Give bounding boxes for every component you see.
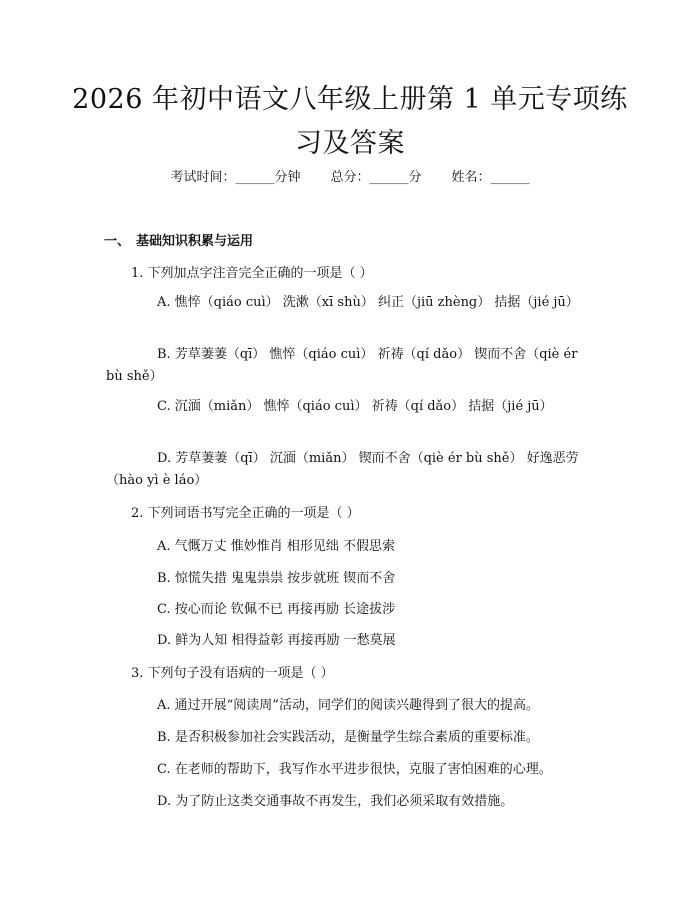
- question-option: B. 是否积极参加社会实践活动，是衡量学生综合素质的重要标准。: [157, 730, 539, 745]
- question-option: D. 鲜为人知 相得益彰 再接再励 一愁莫展: [157, 633, 396, 648]
- document-title: [60, 78, 640, 166]
- exam-time: 考试时间：______分钟: [170, 170, 301, 185]
- section-heading: [104, 230, 253, 249]
- question-option: A. 通过开展“阅读周”活动，同学们的阅读兴趣得到了很大的提高。: [157, 698, 539, 713]
- question-stem: 2. 下列词语书写完全正确的一项是（ ）: [131, 506, 360, 521]
- exam-name: 姓名：______: [451, 170, 530, 185]
- title-line-1: 2026 年初中语文八年级上册第 1 单元专项练: [72, 84, 628, 115]
- title-line-2: 习及答案: [295, 128, 405, 159]
- question-option: C. 沉湎（miǎn） 憔悴（qiáo cuì） 祈祷（qí dǎo） 拮据（jié jū）: [157, 399, 553, 414]
- section-number: 一、: [104, 234, 131, 249]
- question-option: D. 为了防止这类交通事故不再发生，我们必须采取有效措施。: [157, 794, 514, 809]
- exam-score: 总分：______分: [330, 170, 422, 185]
- question-option: A. 气慨万丈 惟妙惟肖 相形见绌 不假思索: [157, 539, 396, 554]
- question-option: A. 憔悴（qiáo cuì） 洗漱（xī shù） 纠正（jiū zhèng） 拮据（jié jū）: [157, 295, 579, 310]
- question-stem: 3. 下列句子没有语病的一项是（ ）: [131, 666, 334, 681]
- question-option: B. 芳草萋萋（qī） 憔悴（qiáo cuì） 祈祷（qí dǎo） 锲而不舍（qiè ér bù shě）: [106, 347, 578, 384]
- question-option: B. 惊慌失措 鬼鬼祟祟 按步就班 锲而不舍: [157, 571, 396, 586]
- section-title: 基础知识积累与运用: [136, 234, 254, 249]
- question-stem: 1. 下列加点字注音完全正确的一项是（ ）: [131, 266, 373, 281]
- question-option: D. 芳草萋萋（qī） 沉湎（miǎn） 锲而不舍（qiè ér bù shě） 好逸恶劳（hào yì è láo）: [106, 451, 579, 488]
- question-option: C. 在老师的帮助下，我写作水平进步很快，克服了害怕困难的心理。: [157, 762, 552, 777]
- exam-meta: [0, 166, 700, 185]
- question-option: C. 按心而论 钦佩不已 再接再励 长途拔涉: [157, 602, 396, 617]
